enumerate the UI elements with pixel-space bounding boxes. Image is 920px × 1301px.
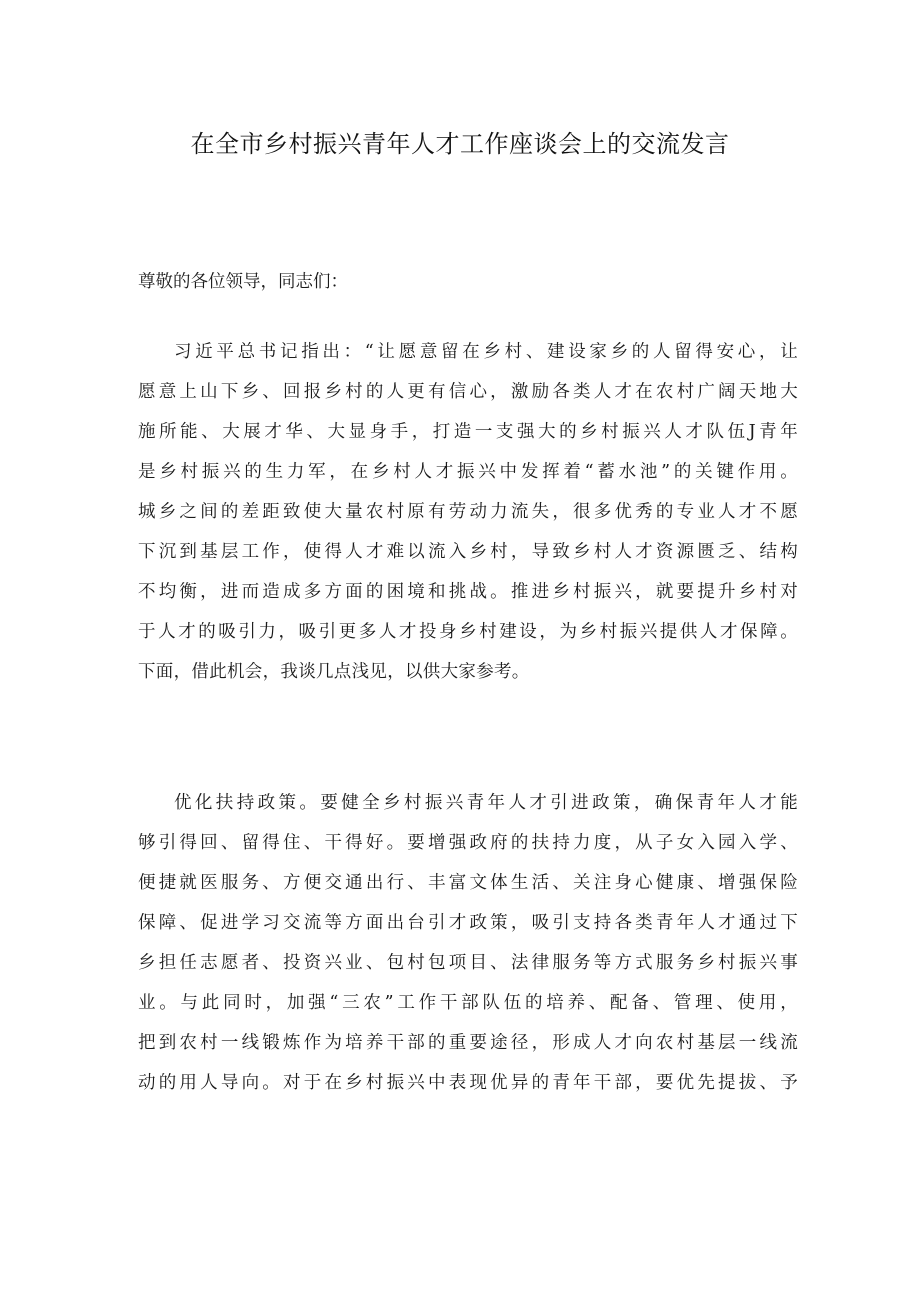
paragraph-line: 乡担任志愿者、投资兴业、包村包项目、法律服务等方式服务乡村振兴事 <box>138 953 798 973</box>
paragraph-line: 保障、促进学习交流等方面出台引才政策，吸引支持各类青年人才通过下 <box>138 913 798 933</box>
paragraph-line: 便捷就医服务、方便交通出行、丰富文体生活、关注身心健康、增强保险 <box>138 873 798 893</box>
paragraph-line: 业。与此同时，加强“三农”工作干部队伍的培养、配备、管理、使用， <box>138 993 798 1013</box>
paragraph-intro <box>138 332 798 692</box>
document-title: 在全市乡村振兴青年人才工作座谈会上的交流发言 <box>190 130 730 158</box>
paragraph-policy <box>138 783 798 1103</box>
paragraph-line: 够引得回、留得住、干得好。要增强政府的扶持力度，从子女入园入学、 <box>138 833 798 853</box>
paragraph-line: 愿意上山下乡、回报乡村的人更有信心，激励各类人才在农村广阔天地大 <box>138 382 798 402</box>
paragraph-line: 下沉到基层工作，使得人才难以流入乡村，导致乡村人才资源匮乏、结构 <box>138 542 798 562</box>
salutation: 尊敬的各位领导，同志们： <box>138 272 348 292</box>
paragraph-line: 动的用人导向。对于在乡村振兴中表现优异的青年干部，要优先提拔、予 <box>138 1073 798 1093</box>
paragraph-line: 下面，借此机会，我谈几点浅见，以供大家参考。 <box>138 662 530 682</box>
paragraph-line: 优化扶持政策。要健全乡村振兴青年人才引进政策，确保青年人才能 <box>174 793 798 813</box>
paragraph-line: 城乡之间的差距致使大量农村原有劳动力流失，很多优秀的专业人才不愿 <box>138 502 798 522</box>
paragraph-line: 是乡村振兴的生力军，在乡村人才振兴中发挥着“蓄水池”的关键作用。 <box>138 462 798 482</box>
paragraph-line: 施所能、大展才华、大显身手，打造一支强大的乡村振兴人才队伍J青年 <box>138 422 798 442</box>
paragraph-line: 不均衡，进而造成多方面的困境和挑战。推进乡村振兴，就要提升乡村对 <box>138 582 798 602</box>
paragraph-line: 把到农村一线锻炼作为培养干部的重要途径，形成人才向农村基层一线流 <box>138 1033 798 1053</box>
paragraph-line: 习近平总书记指出：“让愿意留在乡村、建设家乡的人留得安心，让 <box>174 342 798 362</box>
paragraph-line: 于人才的吸引力，吸引更多人才投身乡村建设，为乡村振兴提供人才保障。 <box>138 622 798 642</box>
